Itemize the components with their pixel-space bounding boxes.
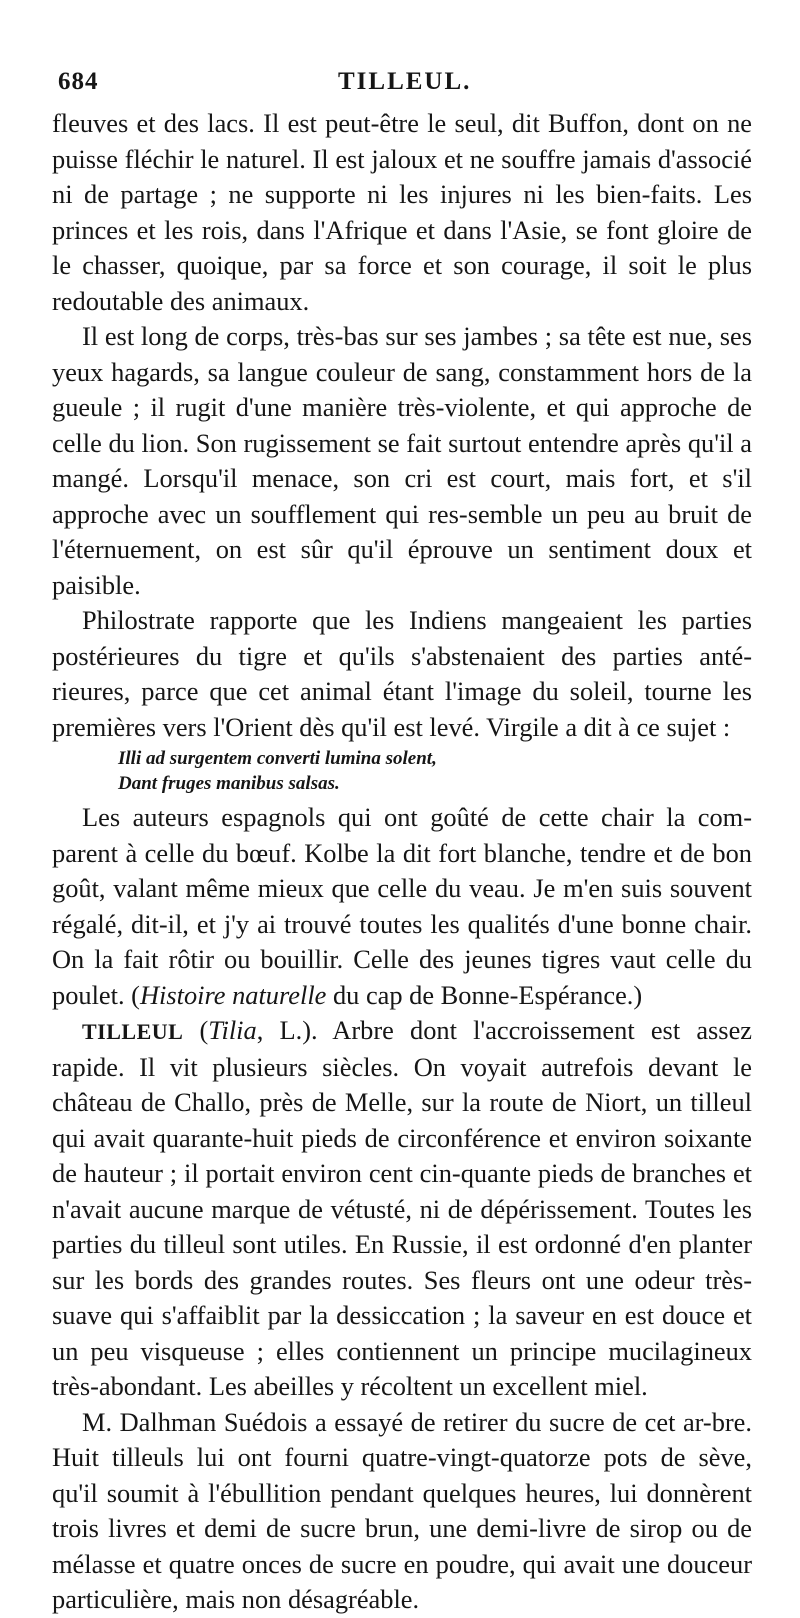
- verse-line-1: Illi ad surgentem converti lumina solent,: [118, 748, 437, 769]
- entry-text: , L.). Arbre dont l'accroissement est assez rapide. Il vit plusieurs siècles. On voyait autrefois devant le château de Challo, près de Melle, sur la route de Niort, un tilleul qui avait quarante-huit pieds de circonférence et environ soixante de hauteur ; il portait environ cent cin-quante pieds de branches et n'avait aucune marque de vétusté, ni de dépérissement. Toutes les parties du tilleul sont utiles. En Russie, il est ordonné d'en planter sur les bords des grandes routes. Ses fleurs ont une odeur très-suave qui s'affaiblit par la dessiccation ; la saveur en est douce et un peu visqueuse ; elles contiennent un principe mucilagineux très-abondant. Les abeilles y récoltent un excellent miel.: [52, 1015, 753, 1401]
- running-title: TILLEUL.: [338, 68, 472, 95]
- page-number: 684: [58, 68, 99, 95]
- book-page: [52, 62, 752, 1618]
- running-header: [52, 62, 752, 106]
- entry-open-paren: (: [183, 1015, 209, 1045]
- entry-headword: TILLEUL: [82, 1019, 184, 1044]
- paragraph-philostrate: Philostrate rapporte que les Indiens mangeaient les parties postérieures du tigre et qu'ils s'abstenaient des parties anté-rieures, parce que cet animal étant l'image du soleil, tourne les premières vers l'Orient dès qu'il est levé. Virgile a dit à ce sujet :: [52, 605, 752, 742]
- paragraph-dalhman: M. Dalhman Suédois a essayé de retirer du sucre de cet ar-bre. Huit tilleuls lui ont fourni quatre-vingt-quatorze pots de sève, qu'il soumit à l'ébullition pendant quelques heures, lui donnèrent trois livres et demi de sucre brun, une demi-livre de sirop ou de mélasse et quatre onces de sucre en poudre, qui avait une douceur particulière, mais non désagréable.: [52, 1406, 752, 1614]
- verse-line-2: Dant fruges manibus salsas.: [118, 772, 340, 794]
- paragraph-tiger-description: Il est long de corps, très-bas sur ses jambes ; sa tête est nue, ses yeux hagards, sa langue couleur de sang, constamment hors de la gueule ; il rugit d'une manière très-violente, et qui approche de celle du lion. Son rugissement se fait surtout entendre après qu'il a mangé. Lorsqu'il menace, son cri est court, mais fort, et s'il approche avec un soufflement qui res-semble un peu au bruit de l'éternuement, on est sûr qu'il éprouve un sentiment doux et paisible.: [52, 321, 752, 600]
- entry-latin-name: Tilia: [208, 1015, 257, 1045]
- entry-tilleul: [52, 1013, 752, 1405]
- source-tail: du cap de Bonne-Espérance.): [326, 979, 643, 1010]
- paragraph-tiger-nature: fleuves et des lacs. Il est peut-être le seul, dit Buffon, dont on ne puisse fléchir le naturel. Il est jaloux et ne souffre jamais d'associé ni de partage ; ne supporte ni les injures ni les bien-faits. Les princes et les rois, dans l'Afrique et dans l'Asie, se font gloire de le chasser, quoique, par sa force et son courage, il soit le plus redoutable des animaux.: [52, 108, 752, 316]
- verse-quote: [52, 747, 752, 796]
- paragraph-tiger-meat-text: Les auteurs espagnols qui ont goûté de cette chair la com-parent à celle du bœuf. Kolbe la dit fort blanche, tendre et de bon goût, valant même mieux que celle du veau. Je m'en suis souvent régalé, dit-il, et j'y ai trouvé toutes les qualités d'une bonne chair. On la fait rôtir ou bouillir. Celle des jeunes tigres vaut celle du poulet. (: [52, 802, 752, 1010]
- paragraph-tiger-meat: [52, 800, 752, 1013]
- source-title: Histoire naturelle: [139, 979, 327, 1010]
- body-text: [52, 106, 752, 1618]
